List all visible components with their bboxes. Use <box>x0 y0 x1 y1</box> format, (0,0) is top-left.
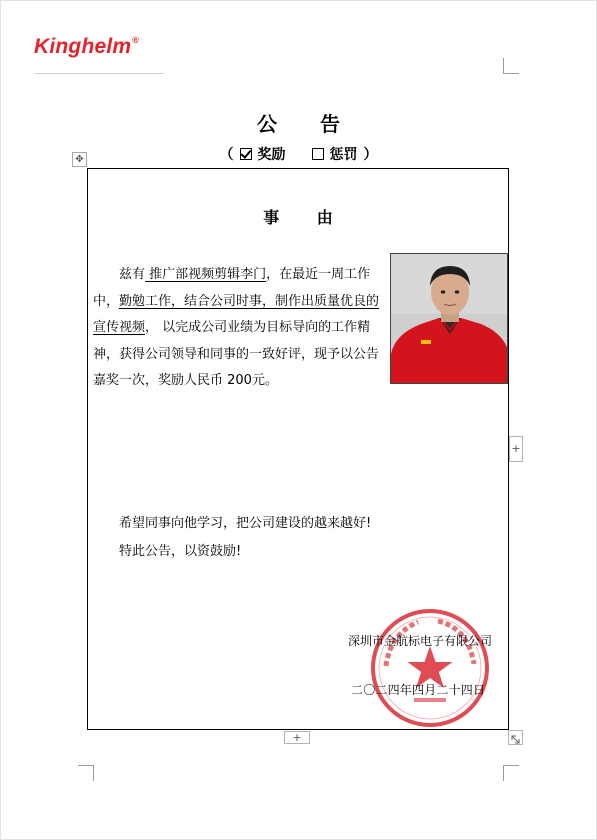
add-row-button[interactable]: + <box>284 731 310 744</box>
close-paren: ） <box>363 147 378 163</box>
company-name: 深圳市金航标电子有限公司 <box>348 634 493 648</box>
para1-mid: ，在最近一周工作中， <box>93 267 371 309</box>
employee-photo <box>390 253 508 384</box>
achievement-text: 勤勉工作，结合公司时事，制作出质量优良的宣传视频 <box>93 293 380 335</box>
reason-paragraph <box>93 262 383 395</box>
penalty-checkbox-icon[interactable] <box>312 148 324 160</box>
para1-prefix: 兹有 <box>119 267 146 282</box>
add-column-button[interactable]: + <box>509 436 523 462</box>
penalty-label: 惩罚 <box>329 147 358 163</box>
announcement-date: 二〇二四年四月二十四日 <box>351 683 486 697</box>
closing-paragraph <box>119 510 371 566</box>
table-move-handle-icon[interactable]: ✥ <box>72 152 87 167</box>
header-rule <box>34 73 164 74</box>
page-title: 公 告 <box>257 112 358 136</box>
open-paren: （ <box>219 147 234 163</box>
margin-corner-bottom-left <box>78 765 94 781</box>
reward-label: 奖励 <box>257 147 286 163</box>
section-title: 事 由 <box>263 208 349 227</box>
kinghelm-logo <box>34 35 139 59</box>
employee-name: 推广部视频剪辑李门 <box>145 267 267 282</box>
reward-checkbox-checked-icon[interactable] <box>240 148 252 160</box>
company-seal-stamp <box>368 606 492 730</box>
para1-rest: ， 以完成公司业绩为目标导向的工作精神，获得公司领导和同事的一致好评，现予以公告嘉奖一次，奖励人民币 200元。 <box>93 320 380 388</box>
table-resize-handle-icon[interactable] <box>508 730 523 745</box>
margin-corner-top-right <box>503 58 519 74</box>
registered-mark: ® <box>132 35 140 45</box>
closing-line-1: 希望同事向他学习，把公司建设的越来越好! <box>119 516 372 531</box>
closing-line-2: 特此公告，以资鼓励! <box>119 544 242 559</box>
announcement-type <box>0 144 597 164</box>
logo-text: Kinghelm <box>34 35 132 58</box>
margin-corner-bottom-right <box>503 765 519 781</box>
